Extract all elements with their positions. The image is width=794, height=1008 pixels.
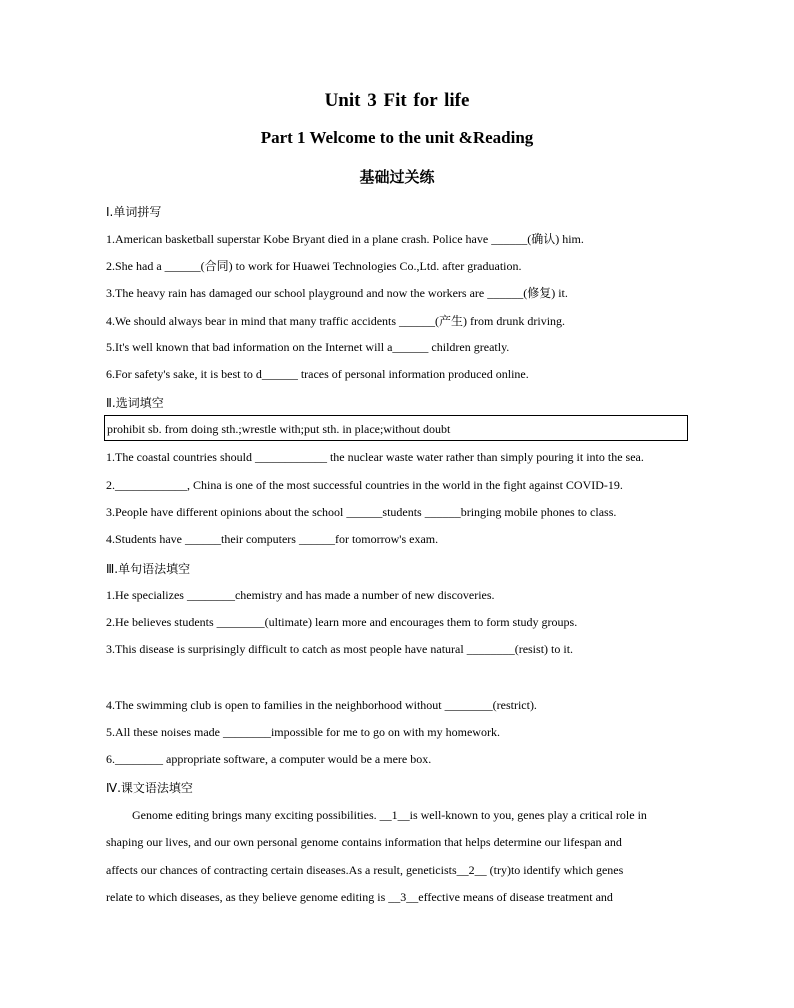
passage-line: relate to which diseases, as they believe genome editing is __3__effective means of disease treatment and — [106, 890, 613, 904]
question-item: 3.This disease is surprisingly difficult to catch as most people have natural ________(resist) to it. — [106, 642, 574, 656]
section-heading-1: Ⅰ.单词拼写 — [106, 205, 162, 219]
question-item: 4.We should always bear in mind that many traffic accidents ______(产生) from drunk driving. — [106, 314, 566, 328]
question-item: 1.The coastal countries should ____________ the nuclear waste water rather than simply pouring it into the sea. — [106, 450, 644, 464]
question-item: 6.________ appropriate software, a computer would be a mere box. — [106, 752, 432, 766]
question-item: 3.People have different opinions about the school ______students ______bringing mobile phones to class. — [106, 505, 617, 519]
question-item: 3.The heavy rain has damaged our school playground and now the workers are ______(修复) it. — [106, 286, 568, 300]
section-heading-2: Ⅱ.选词填空 — [106, 396, 164, 410]
question-item: 2.She had a ______(合同) to work for Huawei Technologies Co.,Ltd. after graduation. — [106, 259, 522, 273]
part-title: Part 1 Welcome to the unit &Reading — [260, 128, 534, 147]
question-item: 1.He specializes ________chemistry and has made a number of new discoveries. — [106, 588, 495, 602]
question-item: 2.____________, China is one of the most successful countries in the world in the fight against COVID-19. — [106, 478, 623, 492]
passage-line: affects our chances of contracting certain diseases.As a result, geneticists__2__ (try)to identify which genes — [106, 863, 624, 877]
word-bank-box: prohibit sb. from doing sth.;wrestle with;put sth. in place;without doubt — [104, 415, 688, 441]
question-item: 6.For safety's sake, it is best to d______ traces of personal information produced online. — [106, 367, 529, 381]
question-item: 1.American basketball superstar Kobe Bryant died in a plane crash. Police have ______(确认) him. — [106, 232, 584, 246]
section-heading-3: Ⅲ.单句语法填空 — [106, 562, 191, 576]
question-item: 4.Students have ______their computers ______for tomorrow's exam. — [106, 532, 439, 546]
question-item: 4.The swimming club is open to families in the neighborhood without ________(restrict). — [106, 698, 537, 712]
question-item: 5.All these noises made ________impossible for me to go on with my homework. — [106, 725, 500, 739]
section-title: 基础过关练 — [359, 168, 435, 186]
question-item: 2.He believes students ________(ultimate) learn more and encourages them to form study groups. — [106, 615, 578, 629]
section-heading-4: Ⅳ.课文语法填空 — [106, 781, 193, 795]
unit-title: Unit 3 Fit for life — [324, 90, 470, 111]
passage-line: Genome editing brings many exciting possibilities. __1__is well-known to you, genes play a critical role in — [132, 808, 647, 822]
question-item: 5.It's well known that bad information on the Internet will a______ children greatly. — [106, 340, 510, 354]
passage-line: shaping our lives, and our own personal genome contains information that helps determine our lifespan and — [106, 835, 622, 849]
